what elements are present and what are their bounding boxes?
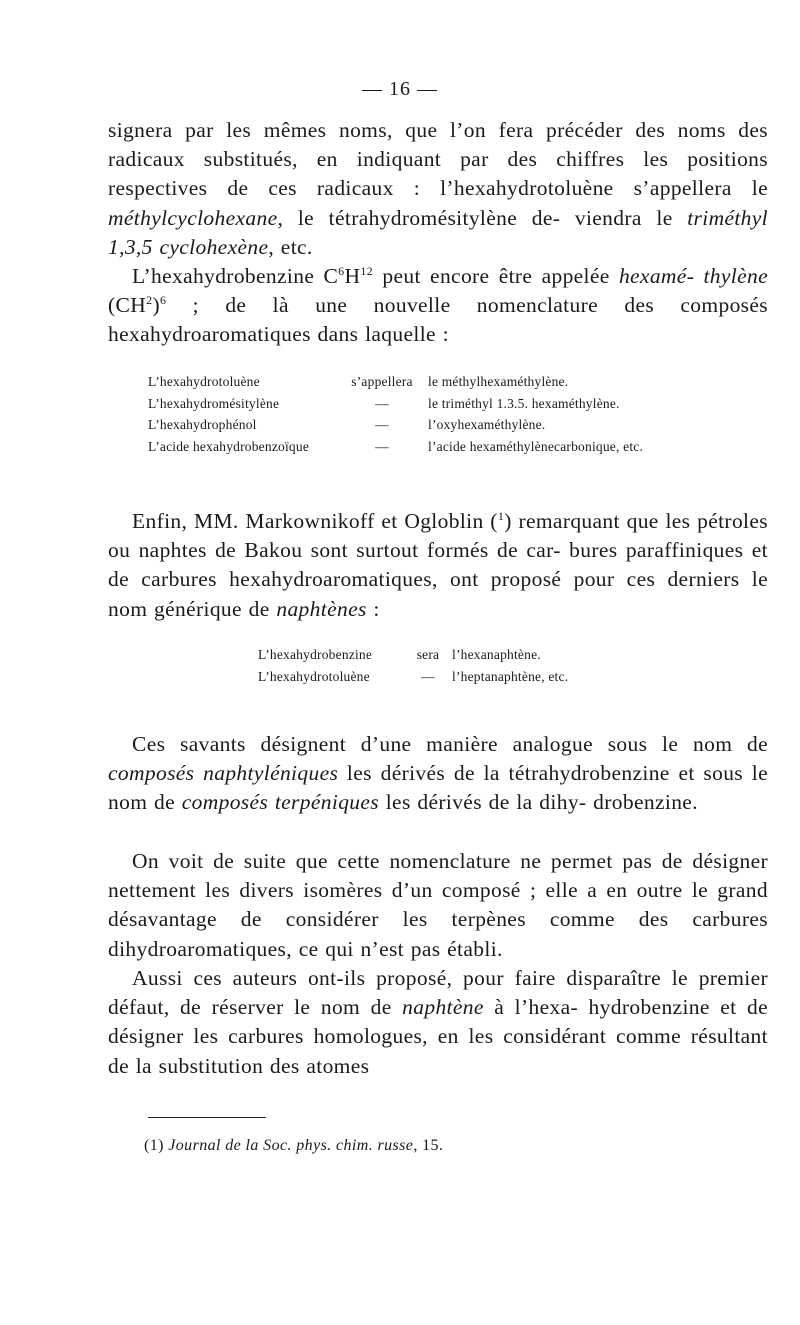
term-naphtenes: naphtènes — [276, 596, 367, 621]
footnote-ref: 1 — [497, 509, 505, 523]
paragraph-savants: Ces savants désignent d’une manière analogue sous le nom de composés naphtyléniques les dérivés de la tétrahydrobenzine et sous le nom de composés terpéniques les dérivés de la dihy- drobenzine. — [108, 732, 768, 815]
paragraph-naphtenes: Enfin, MM. Markownikoff et Ogloblin ($^1$) remarquant que les pétroles ou naphtes de Bakou sont surtout formés de car- bures paraffiniques et de carbures hexahydroaromatiques, ont proposé pour ces derniers le nom générique de naphtènes : — [108, 509, 768, 621]
naphtene-table — [258, 644, 568, 687]
term-methylcyclohexane: méthylcyclohexane — [108, 205, 278, 230]
table-row: L’hexahydrotoluène — l’heptanaphtène, etc. — [258, 668, 569, 684]
table-row: L’acide hexahydrobenzoïque — l’acide hexaméthylènecarbonique, etc. — [148, 438, 644, 454]
footnote-divider — [148, 1117, 266, 1118]
footnote: (1) Journal de la Soc. phys. chim. russe, 15. — [144, 1137, 444, 1154]
table-row: L’hexahydromésitylène — le triméthyl 1.3.5. hexaméthylène. — [148, 395, 620, 411]
page-number: — 16 — — [362, 78, 438, 100]
footnote-marker: (1) — [144, 1137, 164, 1154]
paragraph-continuation: signera par les mêmes noms, que l’on fera précéder des noms des radicaux substitués, en indiquant par des chiffres les positions respectives de ces radicaux : l’hexahydrotoluène s’appellera le méthylcyclohexane, le tétrahydromésitylène de- viendra le triméthyl 1,3,5 cyclohexène, etc. — [108, 118, 768, 259]
table-row: L’hexahydrobenzine sera l’hexanaphtène. — [258, 647, 541, 662]
paragraph-aussi: Aussi ces auteurs ont-ils proposé, pour faire disparaître le premier défaut, de réserver le nom de naphtène à l’hexa- hydrobenzine et de désigner les carbures homologues, en les considérant comme résultant de la substitution des atomes — [108, 966, 768, 1078]
paragraph-nomenclature-critique: On voit de suite que cette nomenclature ne permet pas de désigner nettement les divers isomères d’un composé ; elle a en outre le grand désavantage de considérer les terpènes comme des carbures dihydroaromatiques, ce qui n’est pas établi. — [108, 849, 769, 961]
term-trimethyl-cyclohexene: triméthyl 1,3,5 cyclohexène — [108, 205, 768, 259]
nomenclature-table — [148, 371, 643, 457]
table-row: L’hexahydrotoluène s’appellera le méthylhexaméthylène. — [148, 374, 569, 389]
paragraph-hexahydrobenzine: L’hexahydrobenzine $C^6H^{12}$ peut encore être appelée hexamé- thylène $(CH^2)^6$ ; de là une nouvelle nomenclature des composés hexahydroaromatiques dans laquelle : — [108, 264, 768, 347]
footnote-journal: Journal de la Soc. phys. chim. russe — [168, 1137, 414, 1154]
table-row: L’hexahydrophénol — l’oxyhexaméthylène. — [148, 417, 546, 432]
